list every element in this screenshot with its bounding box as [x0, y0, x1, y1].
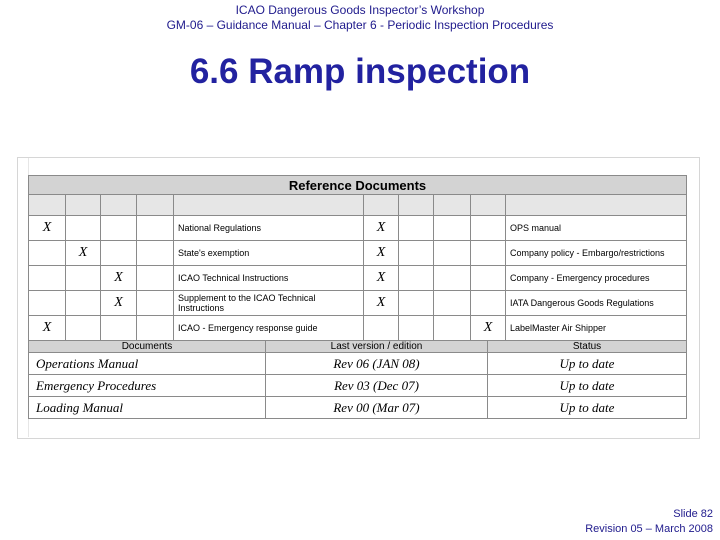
mark-cell: [434, 316, 471, 341]
reference-row: [29, 266, 687, 291]
checkmark-x: X: [364, 241, 399, 266]
header-cell: [101, 195, 137, 216]
mark-cell: [434, 241, 471, 266]
header-cell: [434, 195, 471, 216]
reference-label-left: National Regulations: [174, 216, 364, 241]
reference-row: [29, 291, 687, 316]
mark-cell: [29, 266, 66, 291]
mark-cell: [399, 216, 434, 241]
reference-row: [29, 316, 687, 341]
checkmark-x: X: [66, 241, 101, 266]
mark-cell: [66, 291, 101, 316]
document-row: [29, 375, 687, 397]
checkmark-x: X: [101, 291, 137, 316]
mark-cell: [434, 266, 471, 291]
reference-label-right: Company policy - Embargo/restrictions: [506, 241, 687, 266]
header-cell: [137, 195, 174, 216]
checkmark-x: X: [101, 266, 137, 291]
document-version: Rev 06 (JAN 08): [266, 353, 488, 375]
reference-label-right: IATA Dangerous Goods Regulations: [506, 291, 687, 316]
mark-cell: [399, 316, 434, 341]
reference-documents-table: [28, 175, 687, 341]
revision-label: Revision 05 – March 2008: [585, 523, 713, 535]
header-cell: [66, 195, 101, 216]
mark-cell: [137, 316, 174, 341]
document-version: Rev 03 (Dec 07): [266, 375, 488, 397]
document-version: Rev 00 (Mar 07): [266, 397, 488, 419]
version-header: Last version / edition: [266, 341, 488, 353]
reference-label-right: OPS manual: [506, 216, 687, 241]
reference-documents-title: Reference Documents: [29, 176, 687, 195]
header-cell: [364, 195, 399, 216]
manual-subtitle: GM-06 – Guidance Manual – Chapter 6 - Periodic Inspection Procedures: [166, 18, 554, 32]
reference-label-left: ICAO - Emergency response guide: [174, 316, 364, 341]
document-name: Loading Manual: [29, 397, 266, 419]
mark-cell: [471, 266, 506, 291]
workshop-title: ICAO Dangerous Goods Inspector’s Workshop: [235, 3, 485, 17]
mark-cell: [399, 266, 434, 291]
mark-cell: [434, 216, 471, 241]
status-header: Status: [488, 341, 687, 353]
document-row: [29, 353, 687, 375]
reference-label-left: Supplement to the ICAO Technical Instructions: [174, 291, 364, 316]
documents-status-table: [28, 340, 687, 419]
mark-cell: [66, 266, 101, 291]
header-cell: [506, 195, 687, 216]
header-cell: [29, 195, 66, 216]
reference-label-right: LabelMaster Air Shipper: [506, 316, 687, 341]
checkmark-x: X: [29, 316, 66, 341]
mark-cell: [29, 241, 66, 266]
mark-cell: [137, 291, 174, 316]
reference-row: [29, 241, 687, 266]
mark-cell: [137, 241, 174, 266]
reference-label-left: State's exemption: [174, 241, 364, 266]
mark-cell: [471, 216, 506, 241]
checkmark-x: X: [471, 316, 506, 341]
document-row: [29, 397, 687, 419]
mark-cell: [66, 216, 101, 241]
document-status: Up to date: [488, 375, 687, 397]
mark-cell: [471, 291, 506, 316]
reference-label-left: ICAO Technical Instructions: [174, 266, 364, 291]
header-cell: [174, 195, 364, 216]
checkmark-x: X: [29, 216, 66, 241]
slide-number: Slide 82: [673, 508, 713, 520]
document-status: Up to date: [488, 353, 687, 375]
document-status: Up to date: [488, 397, 687, 419]
slide-title: 6.6 Ramp inspection: [189, 52, 531, 91]
mark-cell: [101, 241, 137, 266]
header-cell: [471, 195, 506, 216]
checkmark-x: X: [364, 216, 399, 241]
mark-cell: [364, 316, 399, 341]
checkmark-x: X: [364, 291, 399, 316]
mark-cell: [66, 316, 101, 341]
mark-cell: [137, 216, 174, 241]
mark-cell: [101, 316, 137, 341]
mark-cell: [399, 241, 434, 266]
mark-cell: [399, 291, 434, 316]
reference-row: [29, 216, 687, 241]
document-name: Emergency Procedures: [29, 375, 266, 397]
reference-label-right: Company - Emergency procedures: [506, 266, 687, 291]
mark-cell: [29, 291, 66, 316]
mark-cell: [101, 216, 137, 241]
checkmark-x: X: [364, 266, 399, 291]
header-cell: [399, 195, 434, 216]
documents-header: Documents: [29, 341, 266, 353]
document-name: Operations Manual: [29, 353, 266, 375]
mark-cell: [434, 291, 471, 316]
mark-cell: [471, 241, 506, 266]
mark-cell: [137, 266, 174, 291]
